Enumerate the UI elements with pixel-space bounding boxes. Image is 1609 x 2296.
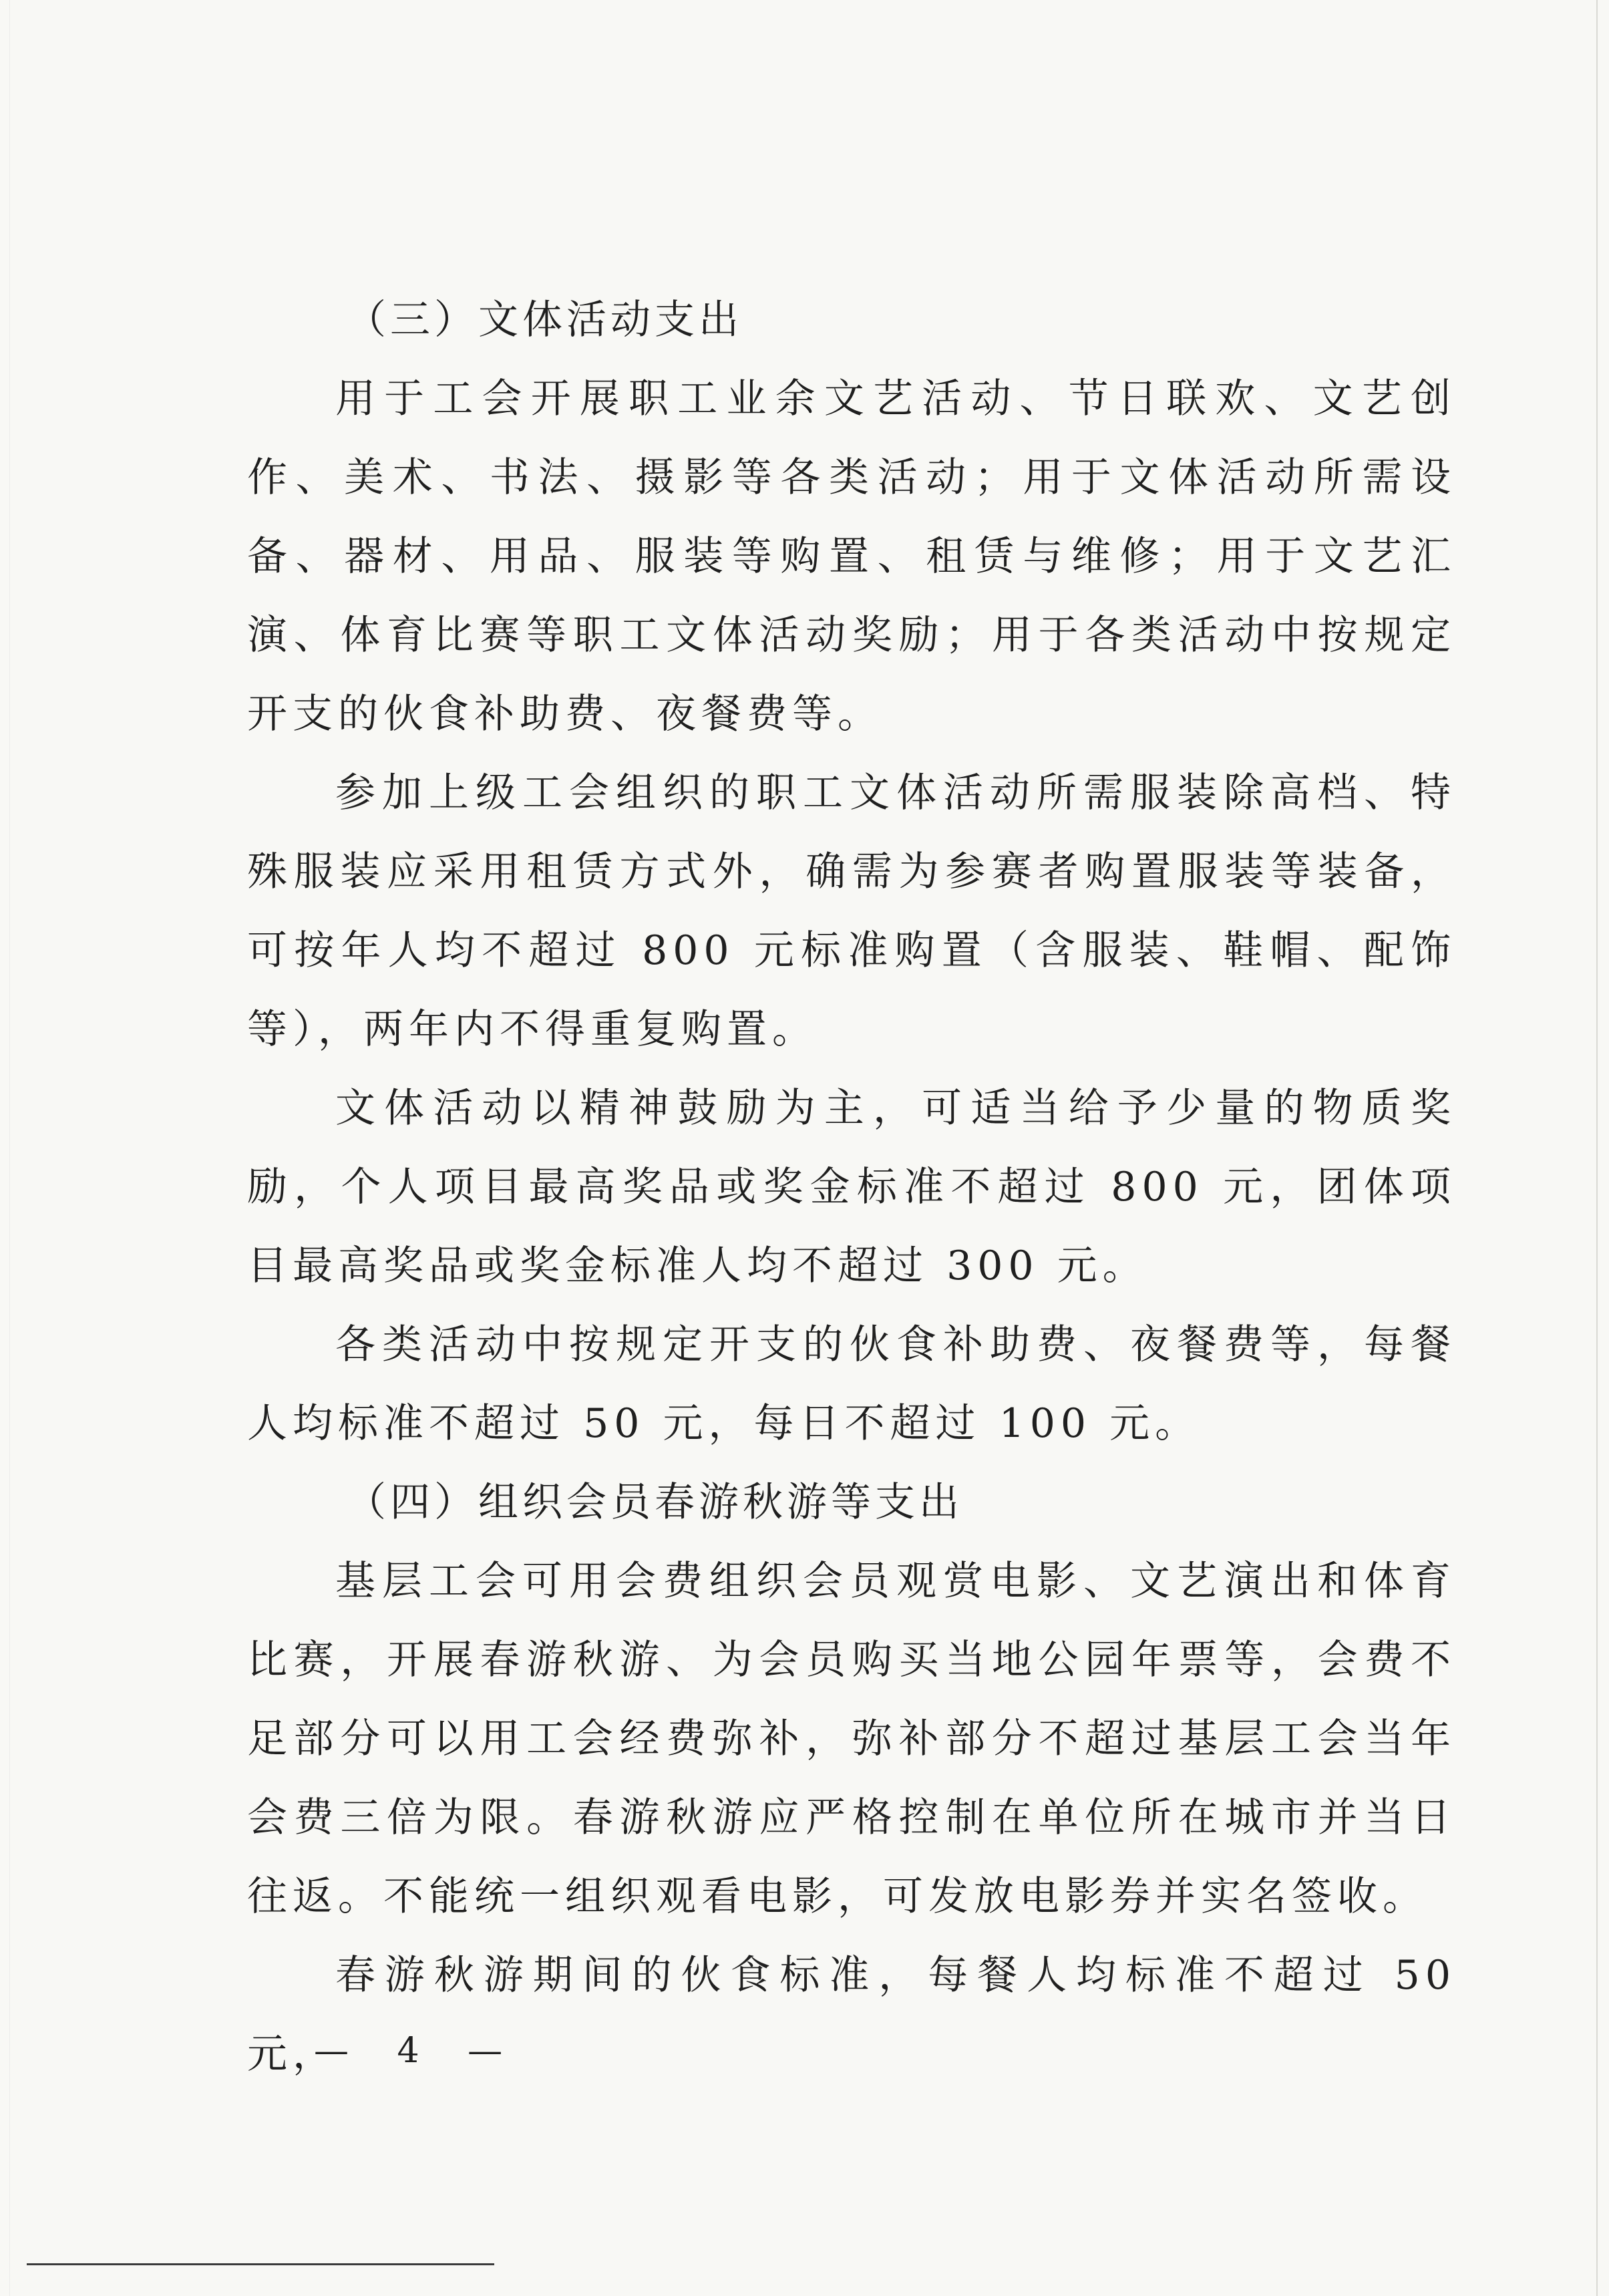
paragraph: 春游秋游期间的伙食标准，每餐人均标准不超过 50 元， — [247, 1952, 1456, 2078]
paragraph: 用于工会开展职工业余文艺活动、节日联欢、文艺创作、美术、书法、摄影等各类活动；用于文体活动所需设备、器材、用品、服装等购置、租赁与维修；用于文艺汇演、体育比赛等职工文体活动奖励；用于各类活动中按规定开支的伙食补助费、夜餐费等。 — [247, 375, 1456, 737]
paragraph: 各类活动中按规定开支的伙食补助费、夜餐费等，每餐人均标准不超过 50 元，每日不超过 100 元。 — [247, 1321, 1456, 1447]
document-body — [247, 281, 1456, 2094]
bottom-rule — [27, 2263, 494, 2265]
paragraph: 参加上级工会组织的职工文体活动所需服装除高档、特殊服装应采用租赁方式外，确需为参赛者购置服装等装备，可按年人均不超过 800 元标准购置（含服装、鞋帽、配饰等），两年内不得重复购置。 — [247, 770, 1456, 1053]
scan-edge-left — [9, 0, 10, 2296]
paragraph: 基层工会可用会费组织会员观赏电影、文艺演出和体育比赛，开展春游秋游、为会员购买当地公园年票等，会费不足部分可以用工会经费弥补，弥补部分不超过基层工会当年会费三倍为限。春游秋游应严格控制在单位所在城市并当日往返。不能统一组织观看电影，可发放电影券并实名签收。 — [247, 1558, 1456, 1920]
section-heading-3: （三）文体活动支出 — [346, 297, 743, 343]
page-number: — 4 — — [314, 2031, 522, 2071]
paragraph: 文体活动以精神鼓励为主，可适当给予少量的物质奖励，个人项目最高奖品或奖金标准不超过 800 元，团体项目最高奖品或奖金标准人均不超过 300 元。 — [247, 1085, 1456, 1289]
section-heading-4: （四）组织会员春游秋游等支出 — [346, 1479, 963, 1526]
scan-edge-right — [1596, 0, 1598, 2296]
